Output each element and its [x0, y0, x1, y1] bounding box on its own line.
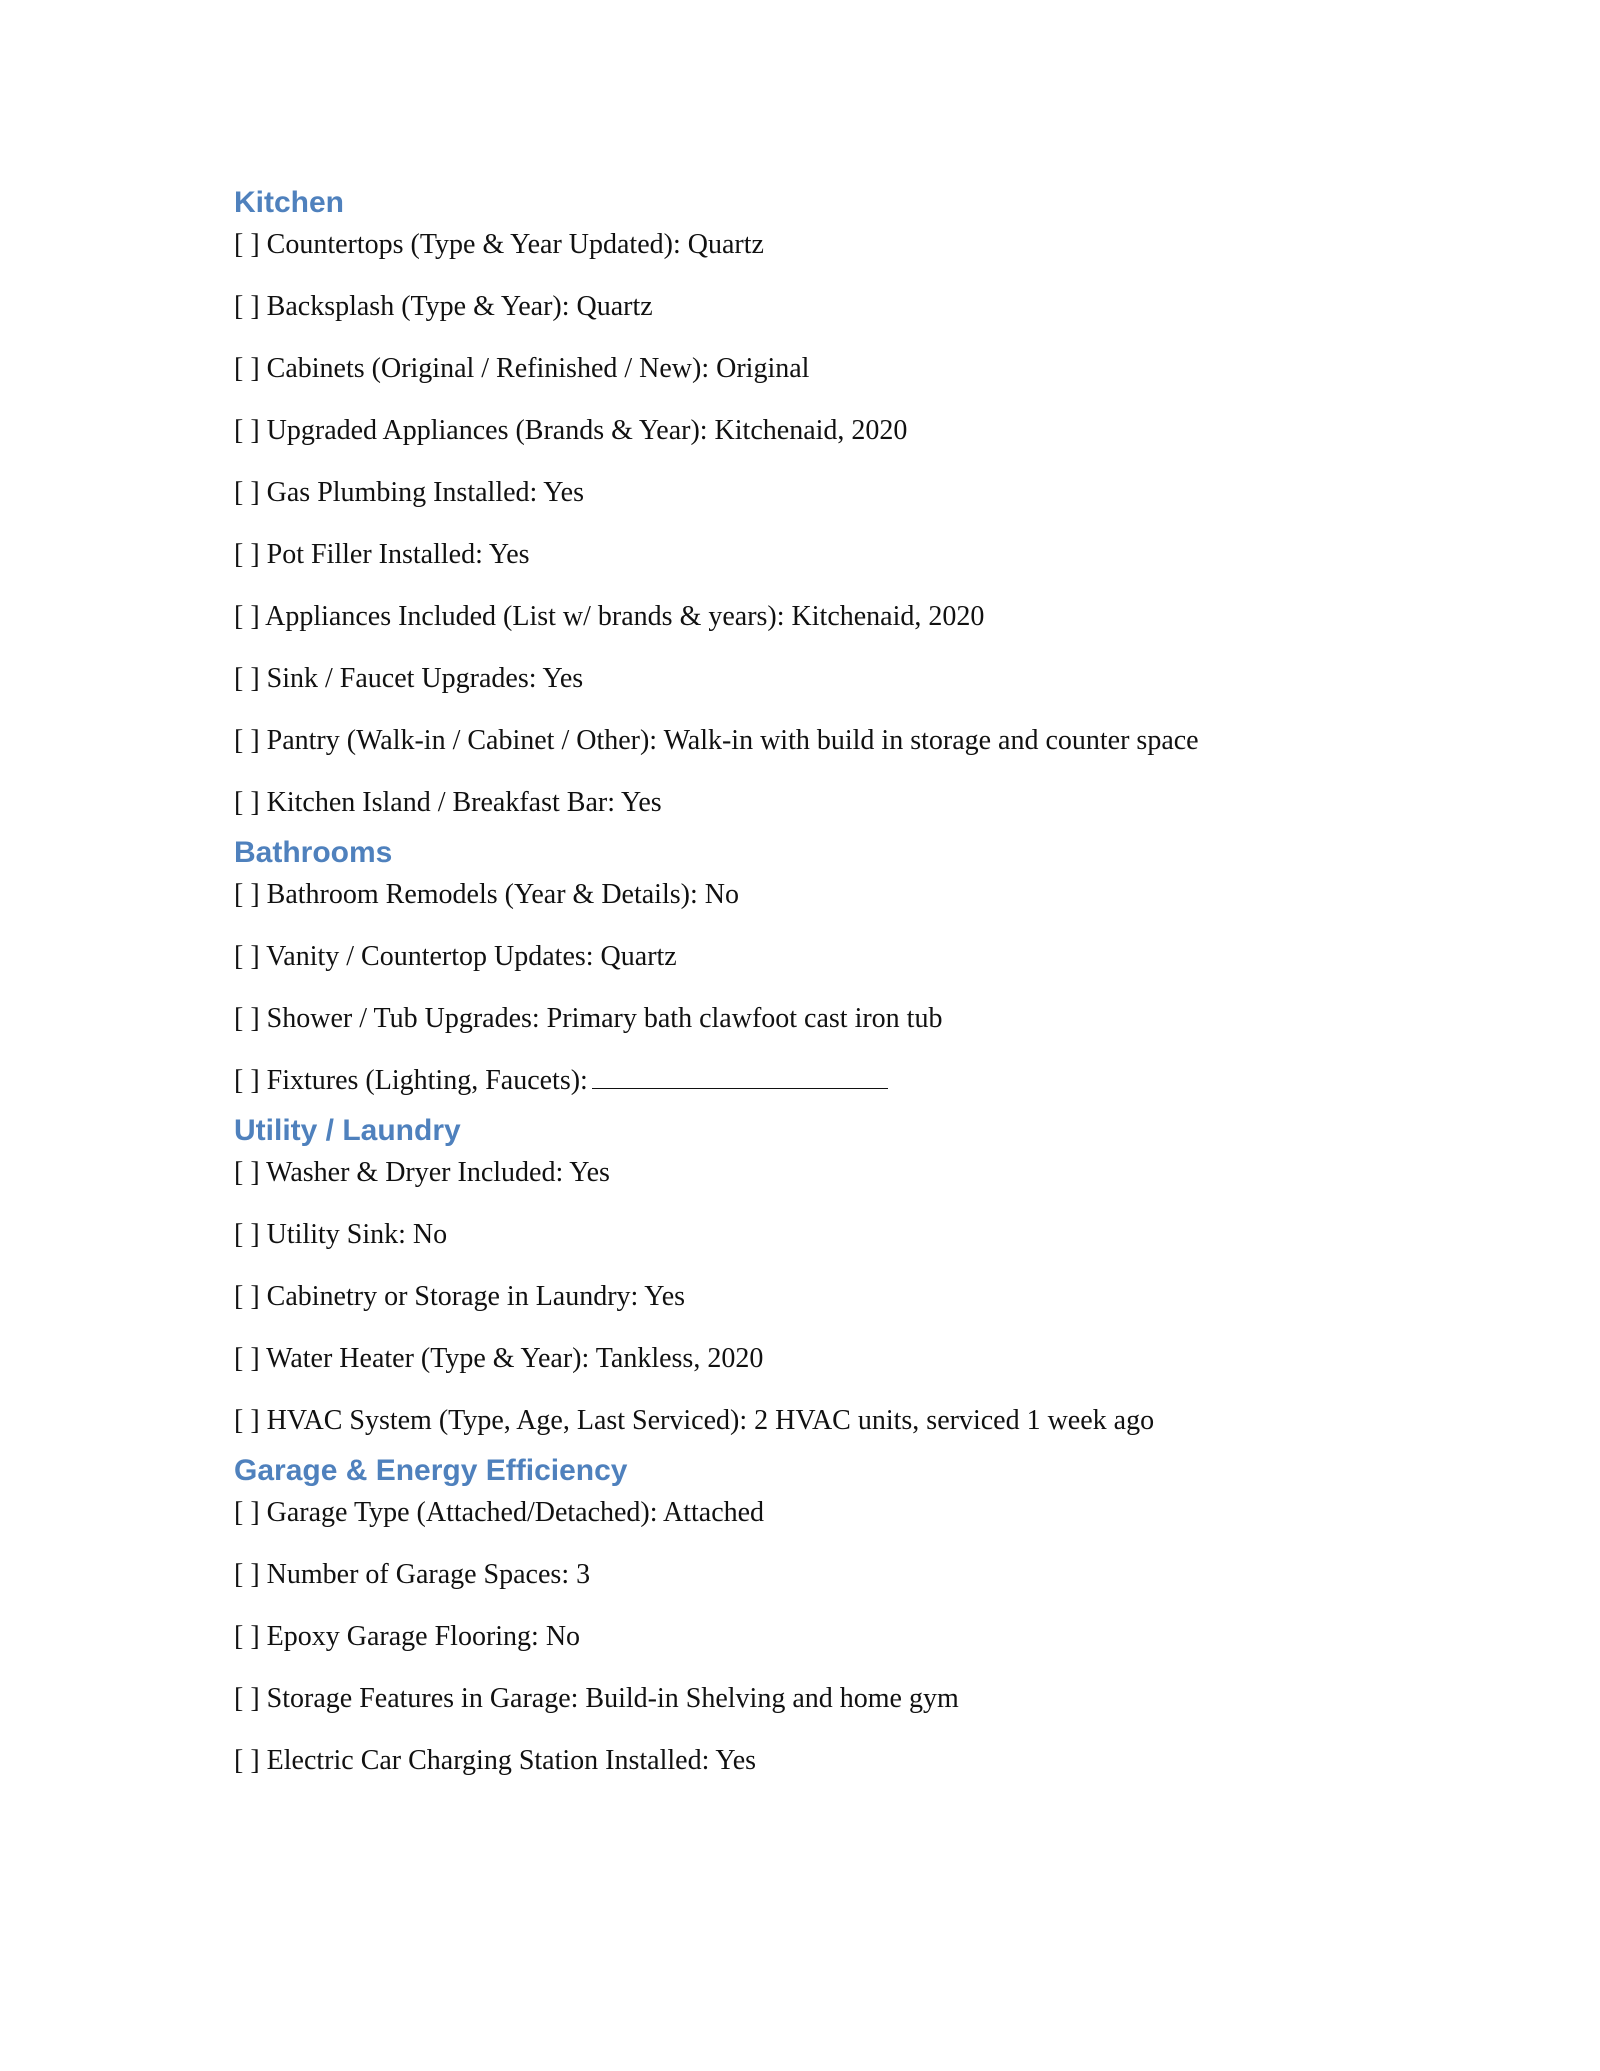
section-heading: Bathrooms	[234, 836, 393, 869]
list-item	[234, 414, 1434, 476]
list-item	[234, 1620, 1434, 1682]
checkbox-placeholder[interactable]: [ ]	[234, 1683, 260, 1714]
section-kitchen	[234, 178, 1434, 828]
checkbox-placeholder[interactable]: [ ]	[234, 1219, 260, 1250]
checkbox-placeholder[interactable]: [ ]	[234, 415, 260, 446]
list-item	[234, 1558, 1434, 1620]
item-text: Cabinets (Original / Refinished / New): Original	[266, 353, 810, 384]
list-item	[234, 662, 1434, 724]
document-page	[234, 178, 1434, 1786]
item-text: Shower / Tub Upgrades: Primary bath clawfoot cast iron tub	[266, 1003, 943, 1034]
fill-in-blank-line[interactable]	[592, 1064, 888, 1089]
item-text: Cabinetry or Storage in Laundry: Yes	[266, 1281, 686, 1312]
list-item	[234, 476, 1434, 538]
item-text: Utility Sink: No	[266, 1219, 448, 1250]
section-utility-laundry	[234, 1106, 1434, 1446]
checkbox-placeholder[interactable]: [ ]	[234, 1343, 260, 1374]
list-item	[234, 1064, 1434, 1106]
checkbox-placeholder[interactable]: [ ]	[234, 353, 260, 384]
list-item	[234, 1342, 1434, 1404]
checkbox-placeholder[interactable]: [ ]	[234, 229, 260, 260]
section-heading: Garage & Energy Efficiency	[234, 1454, 628, 1487]
item-text: Gas Plumbing Installed: Yes	[266, 477, 585, 508]
item-text: Pot Filler Installed: Yes	[266, 539, 530, 570]
item-text: Vanity / Countertop Updates: Quartz	[266, 941, 677, 972]
checkbox-placeholder[interactable]: [ ]	[234, 1065, 260, 1096]
item-text: Countertops (Type & Year Updated): Quartz	[266, 229, 764, 260]
item-text: Appliances Included (List w/ brands & years): Kitchenaid, 2020	[265, 601, 985, 632]
item-text: Electric Car Charging Station Installed: Yes	[266, 1745, 757, 1776]
item-text: Number of Garage Spaces: 3	[266, 1559, 591, 1590]
list-item	[234, 1280, 1434, 1342]
list-item	[234, 600, 1434, 662]
item-text: HVAC System (Type, Age, Last Serviced): 2 HVAC units, serviced 1 week ago	[266, 1405, 1155, 1436]
list-item	[234, 1002, 1434, 1064]
checkbox-placeholder[interactable]: [ ]	[234, 1745, 260, 1776]
item-text: Water Heater (Type & Year): Tankless, 2020	[266, 1343, 764, 1374]
list-item	[234, 1744, 1434, 1786]
checkbox-placeholder[interactable]: [ ]	[234, 539, 260, 570]
list-item	[234, 290, 1434, 352]
list-item	[234, 940, 1434, 1002]
list-item	[234, 1218, 1434, 1280]
item-text: Washer & Dryer Included: Yes	[266, 1157, 610, 1188]
checkbox-placeholder[interactable]: [ ]	[234, 1559, 260, 1590]
checkbox-placeholder[interactable]: [ ]	[234, 941, 260, 972]
checkbox-placeholder[interactable]: [ ]	[234, 1621, 260, 1652]
section-heading: Kitchen	[234, 186, 345, 219]
checkbox-placeholder[interactable]: [ ]	[234, 291, 260, 322]
list-item	[234, 1156, 1434, 1218]
checkbox-placeholder[interactable]: [ ]	[234, 1281, 260, 1312]
checkbox-placeholder[interactable]: [ ]	[234, 879, 260, 910]
checkbox-placeholder[interactable]: [ ]	[234, 787, 260, 818]
list-item	[234, 1404, 1434, 1446]
checkbox-placeholder[interactable]: [ ]	[234, 1497, 260, 1528]
checkbox-placeholder[interactable]: [ ]	[234, 1405, 260, 1436]
item-text: Sink / Faucet Upgrades: Yes	[266, 663, 584, 694]
item-text: Upgraded Appliances (Brands & Year): Kitchenaid, 2020	[266, 415, 908, 446]
item-text: Fixtures (Lighting, Faucets):	[266, 1065, 588, 1096]
item-text: Storage Features in Garage: Build-in Shelving and home gym	[266, 1683, 959, 1714]
item-text: Backsplash (Type & Year): Quartz	[266, 291, 653, 322]
list-item	[234, 228, 1434, 290]
checkbox-placeholder[interactable]: [ ]	[234, 663, 260, 694]
item-text: Epoxy Garage Flooring: No	[266, 1621, 581, 1652]
list-item	[234, 724, 1434, 786]
item-text: Kitchen Island / Breakfast Bar: Yes	[266, 787, 662, 818]
item-text: Pantry (Walk-in / Cabinet / Other): Walk-in with build in storage and counter space	[266, 725, 1199, 756]
item-text: Garage Type (Attached/Detached): Attached	[266, 1497, 765, 1528]
checkbox-placeholder[interactable]: [ ]	[234, 1003, 260, 1034]
list-item	[234, 878, 1434, 940]
list-item	[234, 538, 1434, 600]
list-item	[234, 786, 1434, 828]
checkbox-placeholder[interactable]: [ ]	[234, 1157, 260, 1188]
list-item	[234, 1682, 1434, 1744]
list-item	[234, 1496, 1434, 1558]
item-text: Bathroom Remodels (Year & Details): No	[266, 879, 739, 910]
checkbox-placeholder[interactable]: [ ]	[234, 601, 260, 632]
list-item	[234, 352, 1434, 414]
section-garage-energy	[234, 1446, 1434, 1786]
section-heading: Utility / Laundry	[234, 1114, 461, 1147]
checkbox-placeholder[interactable]: [ ]	[234, 725, 260, 756]
section-bathrooms	[234, 828, 1434, 1106]
checkbox-placeholder[interactable]: [ ]	[234, 477, 260, 508]
